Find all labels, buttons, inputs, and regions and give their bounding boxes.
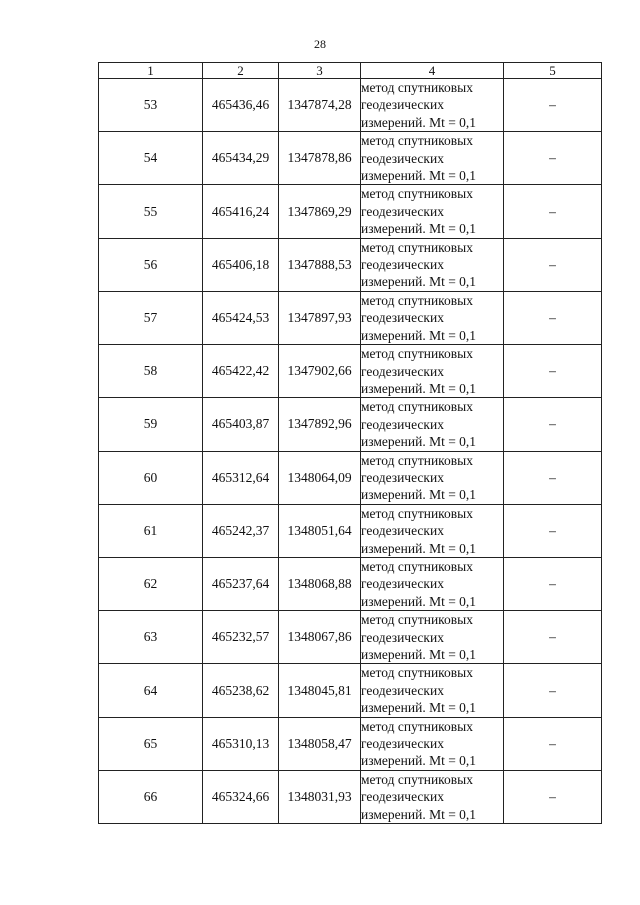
x-coordinate-cell: 465310,13 xyxy=(203,717,279,770)
table-row xyxy=(99,79,602,132)
point-number-cell: 57 xyxy=(99,291,203,344)
note-cell: – xyxy=(504,185,602,238)
table-body xyxy=(99,79,602,824)
method-cell xyxy=(361,611,504,664)
method-line: измерений. Mt = 0,1 xyxy=(361,434,477,450)
x-coordinate-cell: 465324,66 xyxy=(203,770,279,823)
method-cell xyxy=(361,398,504,451)
method-line: измерений. Mt = 0,1 xyxy=(361,806,477,822)
table-row xyxy=(99,291,602,344)
method-line: геодезических xyxy=(361,150,444,166)
note-cell: – xyxy=(504,291,602,344)
column-header: 2 xyxy=(203,63,279,79)
method-line: геодезических xyxy=(361,576,444,592)
method-line: геодезических xyxy=(361,789,444,805)
method-line: геодезических xyxy=(361,363,444,379)
note-cell: – xyxy=(504,611,602,664)
method-line: метод спутниковых xyxy=(361,452,473,468)
x-coordinate-cell: 465238,62 xyxy=(203,664,279,717)
y-coordinate-cell: 1348031,93 xyxy=(279,770,361,823)
y-coordinate-cell: 1348068,88 xyxy=(279,557,361,610)
column-header: 4 xyxy=(361,63,504,79)
method-cell xyxy=(361,717,504,770)
method-cell xyxy=(361,132,504,185)
note-cell: – xyxy=(504,345,602,398)
method-line: метод спутниковых xyxy=(361,186,473,202)
y-coordinate-cell: 1348045,81 xyxy=(279,664,361,717)
table-row xyxy=(99,717,602,770)
x-coordinate-cell: 465232,57 xyxy=(203,611,279,664)
method-line: метод спутниковых xyxy=(361,292,473,308)
x-coordinate-cell: 465403,87 xyxy=(203,398,279,451)
method-line: метод спутниковых xyxy=(361,771,473,787)
method-line: измерений. Mt = 0,1 xyxy=(361,380,477,396)
point-number-cell: 64 xyxy=(99,664,203,717)
method-line: измерений. Mt = 0,1 xyxy=(361,593,477,609)
method-line: метод спутниковых xyxy=(361,612,473,628)
point-number-cell: 56 xyxy=(99,238,203,291)
method-line: метод спутниковых xyxy=(361,133,473,149)
point-number-cell: 54 xyxy=(99,132,203,185)
point-number-cell: 58 xyxy=(99,345,203,398)
x-coordinate-cell: 465436,46 xyxy=(203,79,279,132)
note-cell: – xyxy=(504,557,602,610)
table-row xyxy=(99,611,602,664)
x-coordinate-cell: 465434,29 xyxy=(203,132,279,185)
method-cell xyxy=(361,238,504,291)
note-cell: – xyxy=(504,717,602,770)
method-line: геодезических xyxy=(361,523,444,539)
note-cell: – xyxy=(504,398,602,451)
table-row xyxy=(99,557,602,610)
y-coordinate-cell: 1347878,86 xyxy=(279,132,361,185)
method-line: геодезических xyxy=(361,736,444,752)
table-row xyxy=(99,185,602,238)
method-line: метод спутниковых xyxy=(361,505,473,521)
method-line: метод спутниковых xyxy=(361,665,473,681)
method-cell xyxy=(361,185,504,238)
method-cell xyxy=(361,557,504,610)
method-line: метод спутниковых xyxy=(361,239,473,255)
method-line: метод спутниковых xyxy=(361,346,473,362)
point-number-cell: 59 xyxy=(99,398,203,451)
note-cell: – xyxy=(504,504,602,557)
table-row xyxy=(99,132,602,185)
x-coordinate-cell: 465424,53 xyxy=(203,291,279,344)
method-cell xyxy=(361,451,504,504)
method-line: измерений. Mt = 0,1 xyxy=(361,168,477,184)
column-header: 3 xyxy=(279,63,361,79)
table-row xyxy=(99,504,602,557)
method-line: метод спутниковых xyxy=(361,399,473,415)
point-number-cell: 63 xyxy=(99,611,203,664)
method-line: измерений. Mt = 0,1 xyxy=(361,274,477,290)
method-line: геодезических xyxy=(361,629,444,645)
method-cell xyxy=(361,770,504,823)
point-number-cell: 55 xyxy=(99,185,203,238)
method-cell xyxy=(361,79,504,132)
point-number-cell: 60 xyxy=(99,451,203,504)
page-number: 28 xyxy=(314,37,326,51)
y-coordinate-cell: 1348067,86 xyxy=(279,611,361,664)
column-header: 5 xyxy=(504,63,602,79)
method-line: измерений. Mt = 0,1 xyxy=(361,487,477,503)
method-line: измерений. Mt = 0,1 xyxy=(361,647,477,662)
note-cell: – xyxy=(504,770,602,823)
point-number-cell: 62 xyxy=(99,557,203,610)
coordinates-table xyxy=(98,62,602,824)
method-line: измерений. Mt = 0,1 xyxy=(361,700,477,716)
method-line: метод спутниковых xyxy=(361,558,473,574)
method-line: измерений. Mt = 0,1 xyxy=(361,327,477,343)
column-header: 1 xyxy=(99,63,203,79)
method-cell xyxy=(361,664,504,717)
y-coordinate-cell: 1347874,28 xyxy=(279,79,361,132)
table-row xyxy=(99,664,602,717)
note-cell: – xyxy=(504,238,602,291)
method-line: геодезических xyxy=(361,469,444,485)
method-line: геодезических xyxy=(361,310,444,326)
table-header-row xyxy=(99,63,602,79)
y-coordinate-cell: 1348058,47 xyxy=(279,717,361,770)
table-row xyxy=(99,770,602,823)
method-line: геодезических xyxy=(361,682,444,698)
table-row xyxy=(99,345,602,398)
note-cell: – xyxy=(504,79,602,132)
x-coordinate-cell: 465416,24 xyxy=(203,185,279,238)
x-coordinate-cell: 465312,64 xyxy=(203,451,279,504)
note-cell: – xyxy=(504,664,602,717)
method-line: геодезических xyxy=(361,416,444,432)
y-coordinate-cell: 1348064,09 xyxy=(279,451,361,504)
y-coordinate-cell: 1347888,53 xyxy=(279,238,361,291)
method-line: измерений. Mt = 0,1 xyxy=(361,221,477,237)
method-line: геодезических xyxy=(361,203,444,219)
method-line: геодезических xyxy=(361,257,444,273)
method-cell xyxy=(361,345,504,398)
table-row xyxy=(99,398,602,451)
point-number-cell: 66 xyxy=(99,770,203,823)
table-row xyxy=(99,238,602,291)
method-line: измерений. Mt = 0,1 xyxy=(361,114,477,130)
method-line: измерений. Mt = 0,1 xyxy=(361,753,477,769)
y-coordinate-cell: 1347869,29 xyxy=(279,185,361,238)
method-line: геодезических xyxy=(361,97,444,113)
x-coordinate-cell: 465237,64 xyxy=(203,557,279,610)
y-coordinate-cell: 1347897,93 xyxy=(279,291,361,344)
table-row xyxy=(99,451,602,504)
point-number-cell: 61 xyxy=(99,504,203,557)
y-coordinate-cell: 1347902,66 xyxy=(279,345,361,398)
y-coordinate-cell: 1348051,64 xyxy=(279,504,361,557)
method-line: метод спутниковых xyxy=(361,718,473,734)
note-cell: – xyxy=(504,451,602,504)
y-coordinate-cell: 1347892,96 xyxy=(279,398,361,451)
x-coordinate-cell: 465242,37 xyxy=(203,504,279,557)
x-coordinate-cell: 465422,42 xyxy=(203,345,279,398)
method-line: измерений. Mt = 0,1 xyxy=(361,540,477,556)
x-coordinate-cell: 465406,18 xyxy=(203,238,279,291)
note-cell: – xyxy=(504,132,602,185)
method-line: метод спутниковых xyxy=(361,80,473,95)
method-cell xyxy=(361,291,504,344)
method-cell xyxy=(361,504,504,557)
point-number-cell: 53 xyxy=(99,79,203,132)
point-number-cell: 65 xyxy=(99,717,203,770)
